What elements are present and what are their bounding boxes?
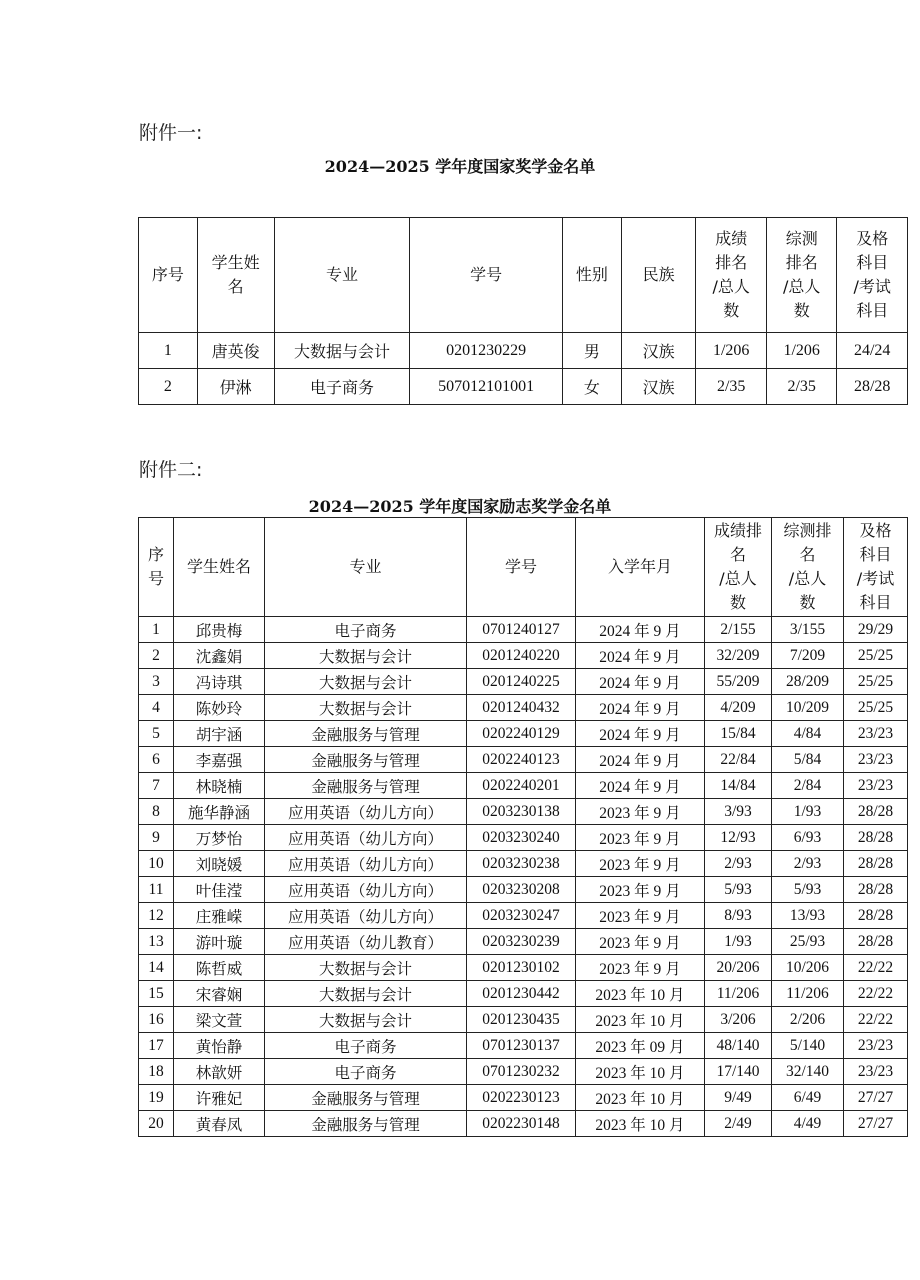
- annex-one-label: 附件一:: [139, 122, 203, 144]
- cell-student-id: 0202240129: [467, 721, 576, 747]
- header-name: 学生姓 名: [197, 218, 274, 333]
- cell-grade-rank: 2/35: [696, 369, 766, 405]
- cell-major: 应用英语（幼儿方向）: [265, 877, 467, 903]
- table-row: [139, 955, 908, 981]
- cell-comprehensive-rank: 5/93: [772, 877, 844, 903]
- cell-enrollment-date: 2024 年 9 月: [576, 773, 705, 799]
- cell-enrollment-date: 2023 年 10 月: [576, 1111, 705, 1137]
- cell-seq: 6: [139, 747, 174, 773]
- cell-student-id: 0201240220: [467, 643, 576, 669]
- cell-enrollment-date: 2024 年 9 月: [576, 747, 705, 773]
- cell-passed-subjects: 28/28: [844, 799, 908, 825]
- cell-student-id: 0203230240: [467, 825, 576, 851]
- cell-seq: 16: [139, 1007, 174, 1033]
- table-row: [139, 799, 908, 825]
- cell-major: 大数据与会计: [265, 1007, 467, 1033]
- cell-grade-rank: 55/209: [705, 669, 772, 695]
- cell-comprehensive-rank: 3/155: [772, 617, 844, 643]
- header-major: 专业: [265, 518, 467, 617]
- table-row: [139, 369, 908, 405]
- cell-student-id: 0201230229: [410, 333, 563, 369]
- cell-grade-rank: 1/206: [696, 333, 766, 369]
- cell-student-id: 0701230232: [467, 1059, 576, 1085]
- cell-seq: 11: [139, 877, 174, 903]
- cell-student-name: 沈鑫娟: [174, 643, 265, 669]
- cell-enrollment-date: 2023 年 9 月: [576, 799, 705, 825]
- cell-comprehensive-rank: 5/84: [772, 747, 844, 773]
- table-row: [139, 877, 908, 903]
- header-seq: 序号: [139, 218, 198, 333]
- header-comprehensive-rank: 综测排 名 /总人 数: [772, 518, 844, 617]
- cell-passed-subjects: 28/28: [844, 929, 908, 955]
- table-row: [139, 1033, 908, 1059]
- cell-enrollment-date: 2023 年 09 月: [576, 1033, 705, 1059]
- cell-ethnicity: 汉族: [621, 333, 696, 369]
- table-row: [139, 903, 908, 929]
- cell-student-id: 0203230138: [467, 799, 576, 825]
- cell-student-name: 唐英俊: [197, 333, 274, 369]
- cell-passed-subjects: 28/28: [844, 825, 908, 851]
- cell-passed-subjects: 24/24: [837, 333, 908, 369]
- cell-enrollment-date: 2023 年 9 月: [576, 903, 705, 929]
- cell-gender: 女: [562, 369, 621, 405]
- cell-enrollment-date: 2023 年 10 月: [576, 981, 705, 1007]
- table-row: [139, 1111, 908, 1137]
- table-row: [139, 695, 908, 721]
- cell-comprehensive-rank: 13/93: [772, 903, 844, 929]
- cell-student-id: 507012101001: [410, 369, 563, 405]
- cell-comprehensive-rank: 2/84: [772, 773, 844, 799]
- cell-major: 应用英语（幼儿方向）: [265, 903, 467, 929]
- cell-student-name: 冯诗琪: [174, 669, 265, 695]
- header-ethnicity: 民族: [621, 218, 696, 333]
- cell-grade-rank: 2/49: [705, 1111, 772, 1137]
- cell-student-name: 施华静涵: [174, 799, 265, 825]
- cell-student-name: 林歆妍: [174, 1059, 265, 1085]
- table-row: [139, 747, 908, 773]
- cell-passed-subjects: 23/23: [844, 773, 908, 799]
- cell-grade-rank: 15/84: [705, 721, 772, 747]
- cell-student-id: 0201240225: [467, 669, 576, 695]
- cell-enrollment-date: 2024 年 9 月: [576, 669, 705, 695]
- cell-ethnicity: 汉族: [621, 369, 696, 405]
- cell-seq: 10: [139, 851, 174, 877]
- cell-student-name: 黄怡静: [174, 1033, 265, 1059]
- cell-grade-rank: 2/93: [705, 851, 772, 877]
- table-row: [139, 851, 908, 877]
- cell-passed-subjects: 23/23: [844, 721, 908, 747]
- cell-comprehensive-rank: 2/35: [766, 369, 836, 405]
- cell-student-id: 0202230123: [467, 1085, 576, 1111]
- cell-seq: 17: [139, 1033, 174, 1059]
- cell-passed-subjects: 25/25: [844, 695, 908, 721]
- cell-grade-rank: 4/209: [705, 695, 772, 721]
- cell-student-name: 陈妙玲: [174, 695, 265, 721]
- cell-passed-subjects: 28/28: [844, 877, 908, 903]
- cell-passed-subjects: 27/27: [844, 1111, 908, 1137]
- cell-student-name: 胡宇涵: [174, 721, 265, 747]
- cell-student-name: 林晓楠: [174, 773, 265, 799]
- cell-seq: 20: [139, 1111, 174, 1137]
- cell-comprehensive-rank: 6/93: [772, 825, 844, 851]
- cell-seq: 3: [139, 669, 174, 695]
- cell-passed-subjects: 23/23: [844, 1059, 908, 1085]
- cell-comprehensive-rank: 4/84: [772, 721, 844, 747]
- table-row: [139, 721, 908, 747]
- cell-student-id: 0202240201: [467, 773, 576, 799]
- cell-comprehensive-rank: 2/206: [772, 1007, 844, 1033]
- annex-two-label: 附件二:: [139, 459, 203, 481]
- cell-enrollment-date: 2023 年 9 月: [576, 929, 705, 955]
- cell-student-name: 邱贵梅: [174, 617, 265, 643]
- cell-student-id: 0202240123: [467, 747, 576, 773]
- cell-major: 应用英语（幼儿教育）: [265, 929, 467, 955]
- cell-comprehensive-rank: 2/93: [772, 851, 844, 877]
- cell-gender: 男: [562, 333, 621, 369]
- cell-enrollment-date: 2023 年 10 月: [576, 1085, 705, 1111]
- cell-enrollment-date: 2023 年 9 月: [576, 851, 705, 877]
- cell-student-id: 0203230208: [467, 877, 576, 903]
- cell-student-name: 黄春凤: [174, 1111, 265, 1137]
- cell-major: 大数据与会计: [265, 643, 467, 669]
- cell-enrollment-date: 2024 年 9 月: [576, 721, 705, 747]
- table-row: [139, 1007, 908, 1033]
- cell-comprehensive-rank: 10/209: [772, 695, 844, 721]
- cell-student-id: 0203230239: [467, 929, 576, 955]
- cell-seq: 4: [139, 695, 174, 721]
- cell-passed-subjects: 22/22: [844, 955, 908, 981]
- cell-seq: 1: [139, 617, 174, 643]
- cell-student-name: 叶佳滢: [174, 877, 265, 903]
- cell-seq: 13: [139, 929, 174, 955]
- scholarship-list-title: 2024—2025 学年度国家奖学金名单: [324, 157, 596, 176]
- cell-student-id: 0701230137: [467, 1033, 576, 1059]
- header-name: 学生姓名: [174, 518, 265, 617]
- cell-grade-rank: 8/93: [705, 903, 772, 929]
- cell-grade-rank: 3/93: [705, 799, 772, 825]
- cell-passed-subjects: 23/23: [844, 747, 908, 773]
- cell-student-name: 李嘉强: [174, 747, 265, 773]
- cell-passed-subjects: 29/29: [844, 617, 908, 643]
- cell-major: 大数据与会计: [274, 333, 410, 369]
- table-row: [139, 617, 908, 643]
- cell-grade-rank: 20/206: [705, 955, 772, 981]
- cell-student-name: 庄雅嵘: [174, 903, 265, 929]
- cell-seq: 5: [139, 721, 174, 747]
- cell-passed-subjects: 27/27: [844, 1085, 908, 1111]
- table-row: [139, 981, 908, 1007]
- cell-comprehensive-rank: 32/140: [772, 1059, 844, 1085]
- cell-seq: 8: [139, 799, 174, 825]
- cell-major: 金融服务与管理: [265, 721, 467, 747]
- cell-passed-subjects: 28/28: [837, 369, 908, 405]
- cell-enrollment-date: 2024 年 9 月: [576, 695, 705, 721]
- cell-enrollment-date: 2023 年 10 月: [576, 1059, 705, 1085]
- cell-comprehensive-rank: 25/93: [772, 929, 844, 955]
- cell-passed-subjects: 28/28: [844, 903, 908, 929]
- cell-passed-subjects: 22/22: [844, 1007, 908, 1033]
- cell-comprehensive-rank: 11/206: [772, 981, 844, 1007]
- table-row: [139, 669, 908, 695]
- cell-student-id: 0201230435: [467, 1007, 576, 1033]
- table-header-row: [139, 218, 908, 333]
- cell-passed-subjects: 22/22: [844, 981, 908, 1007]
- cell-enrollment-date: 2023 年 9 月: [576, 955, 705, 981]
- cell-student-name: 游叶璇: [174, 929, 265, 955]
- cell-major: 电子商务: [265, 1033, 467, 1059]
- cell-major: 金融服务与管理: [265, 747, 467, 773]
- cell-comprehensive-rank: 4/49: [772, 1111, 844, 1137]
- cell-grade-rank: 48/140: [705, 1033, 772, 1059]
- cell-grade-rank: 12/93: [705, 825, 772, 851]
- cell-student-id: 0701240127: [467, 617, 576, 643]
- header-student-id: 学号: [467, 518, 576, 617]
- cell-student-id: 0203230247: [467, 903, 576, 929]
- cell-major: 电子商务: [274, 369, 410, 405]
- header-student-id: 学号: [410, 218, 563, 333]
- cell-comprehensive-rank: 5/140: [772, 1033, 844, 1059]
- cell-grade-rank: 11/206: [705, 981, 772, 1007]
- cell-comprehensive-rank: 1/206: [766, 333, 836, 369]
- cell-major: 应用英语（幼儿方向）: [265, 851, 467, 877]
- cell-seq: 2: [139, 369, 198, 405]
- cell-seq: 1: [139, 333, 198, 369]
- cell-student-id: 0201230442: [467, 981, 576, 1007]
- cell-seq: 18: [139, 1059, 174, 1085]
- cell-passed-subjects: 25/25: [844, 643, 908, 669]
- cell-student-name: 许雅妃: [174, 1085, 265, 1111]
- cell-student-name: 陈哲威: [174, 955, 265, 981]
- cell-enrollment-date: 2023 年 10 月: [576, 1007, 705, 1033]
- cell-grade-rank: 2/155: [705, 617, 772, 643]
- cell-grade-rank: 3/206: [705, 1007, 772, 1033]
- cell-seq: 2: [139, 643, 174, 669]
- cell-student-id: 0203230238: [467, 851, 576, 877]
- cell-student-name: 宋睿娴: [174, 981, 265, 1007]
- cell-major: 大数据与会计: [265, 981, 467, 1007]
- cell-major: 应用英语（幼儿方向）: [265, 825, 467, 851]
- cell-seq: 7: [139, 773, 174, 799]
- header-passed-subjects: 及格 科目 /考试 科目: [837, 218, 908, 333]
- header-gender: 性别: [562, 218, 621, 333]
- cell-grade-rank: 14/84: [705, 773, 772, 799]
- cell-major: 金融服务与管理: [265, 1085, 467, 1111]
- cell-enrollment-date: 2023 年 9 月: [576, 877, 705, 903]
- cell-seq: 14: [139, 955, 174, 981]
- table-row: [139, 773, 908, 799]
- table-row: [139, 1085, 908, 1111]
- cell-comprehensive-rank: 7/209: [772, 643, 844, 669]
- cell-major: 金融服务与管理: [265, 773, 467, 799]
- cell-grade-rank: 22/84: [705, 747, 772, 773]
- header-grade-rank: 成绩 排名 /总人 数: [696, 218, 766, 333]
- cell-grade-rank: 5/93: [705, 877, 772, 903]
- cell-student-name: 刘晓媛: [174, 851, 265, 877]
- cell-student-name: 梁文萱: [174, 1007, 265, 1033]
- cell-student-id: 0202230148: [467, 1111, 576, 1137]
- cell-major: 金融服务与管理: [265, 1111, 467, 1137]
- encouragement-scholarship-list-title: 2024—2025 学年度国家励志奖学金名单: [308, 497, 612, 516]
- cell-student-id: 0201240432: [467, 695, 576, 721]
- cell-major: 电子商务: [265, 1059, 467, 1085]
- cell-student-id: 0201230102: [467, 955, 576, 981]
- table-header-row: [139, 518, 908, 617]
- header-seq: 序 号: [139, 518, 174, 617]
- cell-comprehensive-rank: 6/49: [772, 1085, 844, 1111]
- cell-major: 大数据与会计: [265, 955, 467, 981]
- cell-grade-rank: 1/93: [705, 929, 772, 955]
- encouragement-scholarship-table: [138, 517, 908, 1137]
- cell-major: 应用英语（幼儿方向）: [265, 799, 467, 825]
- cell-seq: 12: [139, 903, 174, 929]
- cell-enrollment-date: 2023 年 9 月: [576, 825, 705, 851]
- cell-grade-rank: 9/49: [705, 1085, 772, 1111]
- table-row: [139, 1059, 908, 1085]
- cell-student-name: 万梦怡: [174, 825, 265, 851]
- cell-major: 大数据与会计: [265, 695, 467, 721]
- cell-student-name: 伊淋: [197, 369, 274, 405]
- header-major: 专业: [274, 218, 410, 333]
- cell-enrollment-date: 2024 年 9 月: [576, 617, 705, 643]
- cell-enrollment-date: 2024 年 9 月: [576, 643, 705, 669]
- cell-comprehensive-rank: 28/209: [772, 669, 844, 695]
- header-comprehensive-rank: 综测 排名 /总人 数: [766, 218, 836, 333]
- table-row: [139, 929, 908, 955]
- cell-major: 电子商务: [265, 617, 467, 643]
- cell-comprehensive-rank: 10/206: [772, 955, 844, 981]
- header-passed-subjects: 及格 科目 /考试 科目: [844, 518, 908, 617]
- cell-seq: 19: [139, 1085, 174, 1111]
- table-row: [139, 825, 908, 851]
- cell-passed-subjects: 28/28: [844, 851, 908, 877]
- cell-seq: 15: [139, 981, 174, 1007]
- cell-grade-rank: 17/140: [705, 1059, 772, 1085]
- cell-passed-subjects: 25/25: [844, 669, 908, 695]
- cell-comprehensive-rank: 1/93: [772, 799, 844, 825]
- cell-seq: 9: [139, 825, 174, 851]
- national-scholarship-table: [138, 217, 908, 405]
- header-enrollment-date: 入学年月: [576, 518, 705, 617]
- table-row: [139, 643, 908, 669]
- cell-passed-subjects: 23/23: [844, 1033, 908, 1059]
- header-grade-rank: 成绩排 名 /总人 数: [705, 518, 772, 617]
- table-row: [139, 333, 908, 369]
- cell-grade-rank: 32/209: [705, 643, 772, 669]
- cell-major: 大数据与会计: [265, 669, 467, 695]
